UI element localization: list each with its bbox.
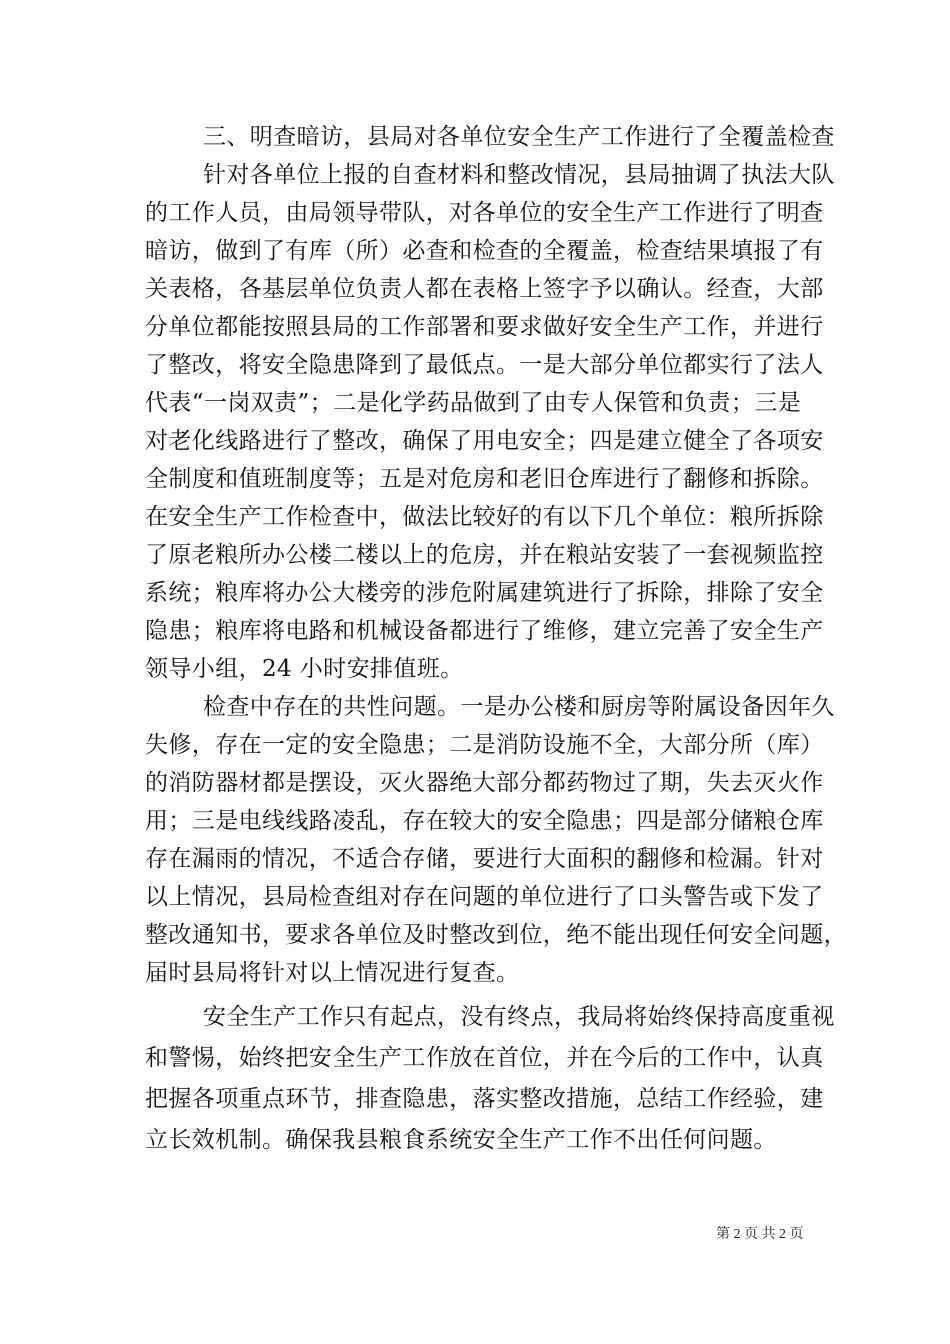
section-heading: 三、明查暗访，县局对各单位安全生产工作进行了全覆盖检查: [203, 124, 835, 150]
body-line: 代表“一岗双责”；二是化学药品做到了由专人保管和负责；三是: [145, 390, 802, 416]
body-line: 立长效机制。确保我县粮食系统安全生产工作不出任何问题。: [145, 1127, 777, 1153]
body-line: 用；三是电线线路凌乱，存在较大的安全隐患；四是部分储粮仓库: [145, 808, 824, 834]
body-line: 届时县局将针对以上情况进行复查。: [145, 960, 520, 986]
body-line: 的消防器材都是摆设，灭火器绝大部分都药物过了期，失去灭火作: [145, 770, 824, 796]
body-line: 暗访，做到了有库（所）必查和检查的全覆盖，检查结果填报了有: [145, 238, 824, 264]
body-line: 安全生产工作只有起点，没有终点，我局将始终保持高度重视: [203, 1004, 835, 1030]
body-line: 把握各项重点环节，排查隐患，落实整改措施，总结工作经验，建: [145, 1086, 824, 1112]
body-line: 存在漏雨的情况，不适合存储，要进行大面积的翻修和检漏。针对: [145, 846, 824, 872]
body-line: 系统；粮库将办公大楼旁的涉危附属建筑进行了拆除，排除了安全: [145, 580, 824, 606]
page-number-footer: 第 2 页 共 2 页: [716, 1227, 804, 1242]
body-line: 全制度和值班制度等；五是对危房和老旧仓库进行了翻修和拆除。: [145, 466, 824, 492]
body-line: 关表格，各基层单位负责人都在表格上签字予以确认。经查，大部: [145, 276, 824, 302]
body-line: 分单位都能按照县局的工作部署和要求做好安全生产工作，并进行: [145, 314, 824, 340]
body-line: 的工作人员，由局领导带队，对各单位的安全生产工作进行了明查: [145, 200, 824, 226]
body-line: 以上情况，县局检查组对存在问题的单位进行了口头警告或下发了: [145, 884, 824, 910]
body-line: 整改通知书，要求各单位及时整改到位，绝不能出现任何安全问题，: [145, 922, 847, 948]
body-line: 对老化线路进行了整改，确保了用电安全；四是建立健全了各项安: [145, 428, 824, 454]
body-line: 失修，存在一定的安全隐患；二是消防设施不全，大部分所（库）: [145, 732, 824, 758]
body-line: 针对各单位上报的自查材料和整改情况，县局抽调了执法大队: [203, 162, 835, 188]
body-line: 在安全生产工作检查中，做法比较好的有以下几个单位：粮所拆除: [145, 504, 824, 530]
body-line: 了整改，将安全隐患降到了最低点。一是大部分单位都实行了法人: [145, 352, 824, 378]
body-line: 检查中存在的共性问题。一是办公楼和厨房等附属设备因年久: [203, 694, 835, 720]
body-line: 和警惕，始终把安全生产工作放在首位，并在今后的工作中，认真: [145, 1045, 824, 1071]
body-line: 了原老粮所办公楼二楼以上的危房，并在粮站安装了一套视频监控: [145, 542, 824, 568]
body-line: 领导小组，24 小时安排值班。: [145, 656, 464, 682]
body-line: 隐患；粮库将电路和机械设备都进行了维修，建立完善了安全生产: [145, 618, 824, 644]
